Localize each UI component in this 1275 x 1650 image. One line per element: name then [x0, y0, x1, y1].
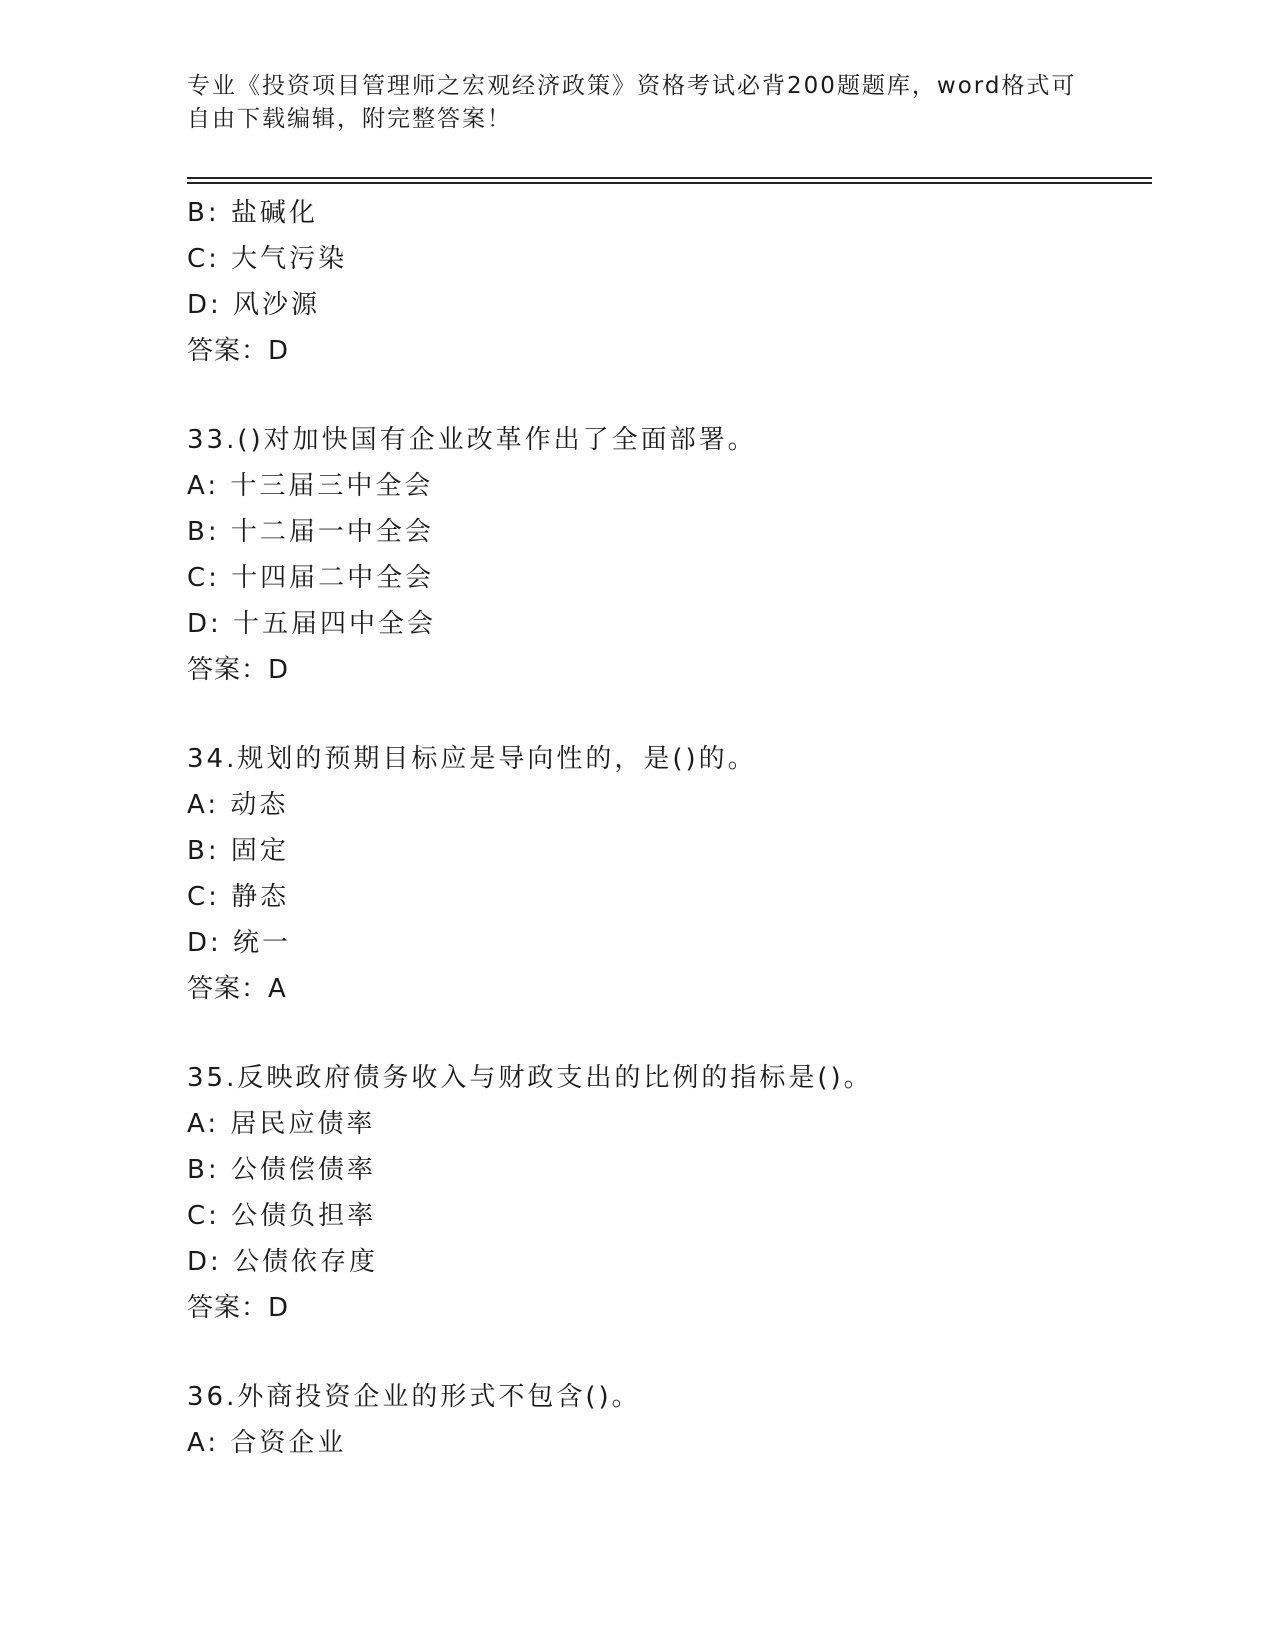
answer-line: 答案：A [187, 974, 287, 1004]
question-36 [187, 1374, 1152, 1466]
answer-line: 答案：D [187, 1293, 290, 1323]
question-stem: 36.外商投资企业的形式不包含()。 [187, 1382, 641, 1412]
question-list [187, 190, 1152, 1466]
question-32-fragment [187, 190, 1152, 374]
option-d: D: 公债依存度 [187, 1247, 379, 1277]
question-34 [187, 736, 1152, 1012]
option-c: C: 静态 [187, 882, 290, 912]
option-b: B: 公债偿债率 [187, 1155, 376, 1185]
header-divider-bottom [187, 182, 1152, 184]
option-c: C: 大气污染 [187, 244, 348, 274]
option-b: B: 盐碱化 [187, 198, 318, 228]
option-b: B: 十二届一中全会 [187, 517, 434, 547]
option-a: A: 合资企业 [187, 1428, 347, 1458]
answer-line: 答案：D [187, 336, 290, 366]
option-d: D: 十五届四中全会 [187, 609, 437, 639]
document-header [187, 70, 1087, 136]
option-d: D: 统一 [187, 928, 292, 958]
option-c: C: 公债负担率 [187, 1201, 377, 1231]
question-stem: 34.规划的预期目标应是导向性的，是()的。 [187, 744, 757, 774]
option-a: A: 动态 [187, 790, 289, 820]
question-35 [187, 1055, 1152, 1331]
option-a: A: 居民应债率 [187, 1109, 376, 1139]
answer-line: 答案：D [187, 655, 290, 685]
option-a: A: 十三届三中全会 [187, 471, 434, 501]
option-d: D: 风沙源 [187, 290, 321, 320]
question-stem: 33.()对加快国有企业改革作出了全面部署。 [187, 425, 757, 455]
option-c: C: 十四届二中全会 [187, 563, 435, 593]
question-stem: 35.反映政府债务收入与财政支出的比例的指标是()。 [187, 1063, 873, 1093]
header-divider-top [187, 177, 1152, 179]
header-line-2: 自由下载编辑，附完整答案！ [187, 106, 512, 132]
option-b: B: 固定 [187, 836, 289, 866]
question-33 [187, 417, 1152, 693]
header-line-1: 专业《投资项目管理师之宏观经济政策》资格考试必背200题题库，word格式可 [187, 73, 1077, 99]
